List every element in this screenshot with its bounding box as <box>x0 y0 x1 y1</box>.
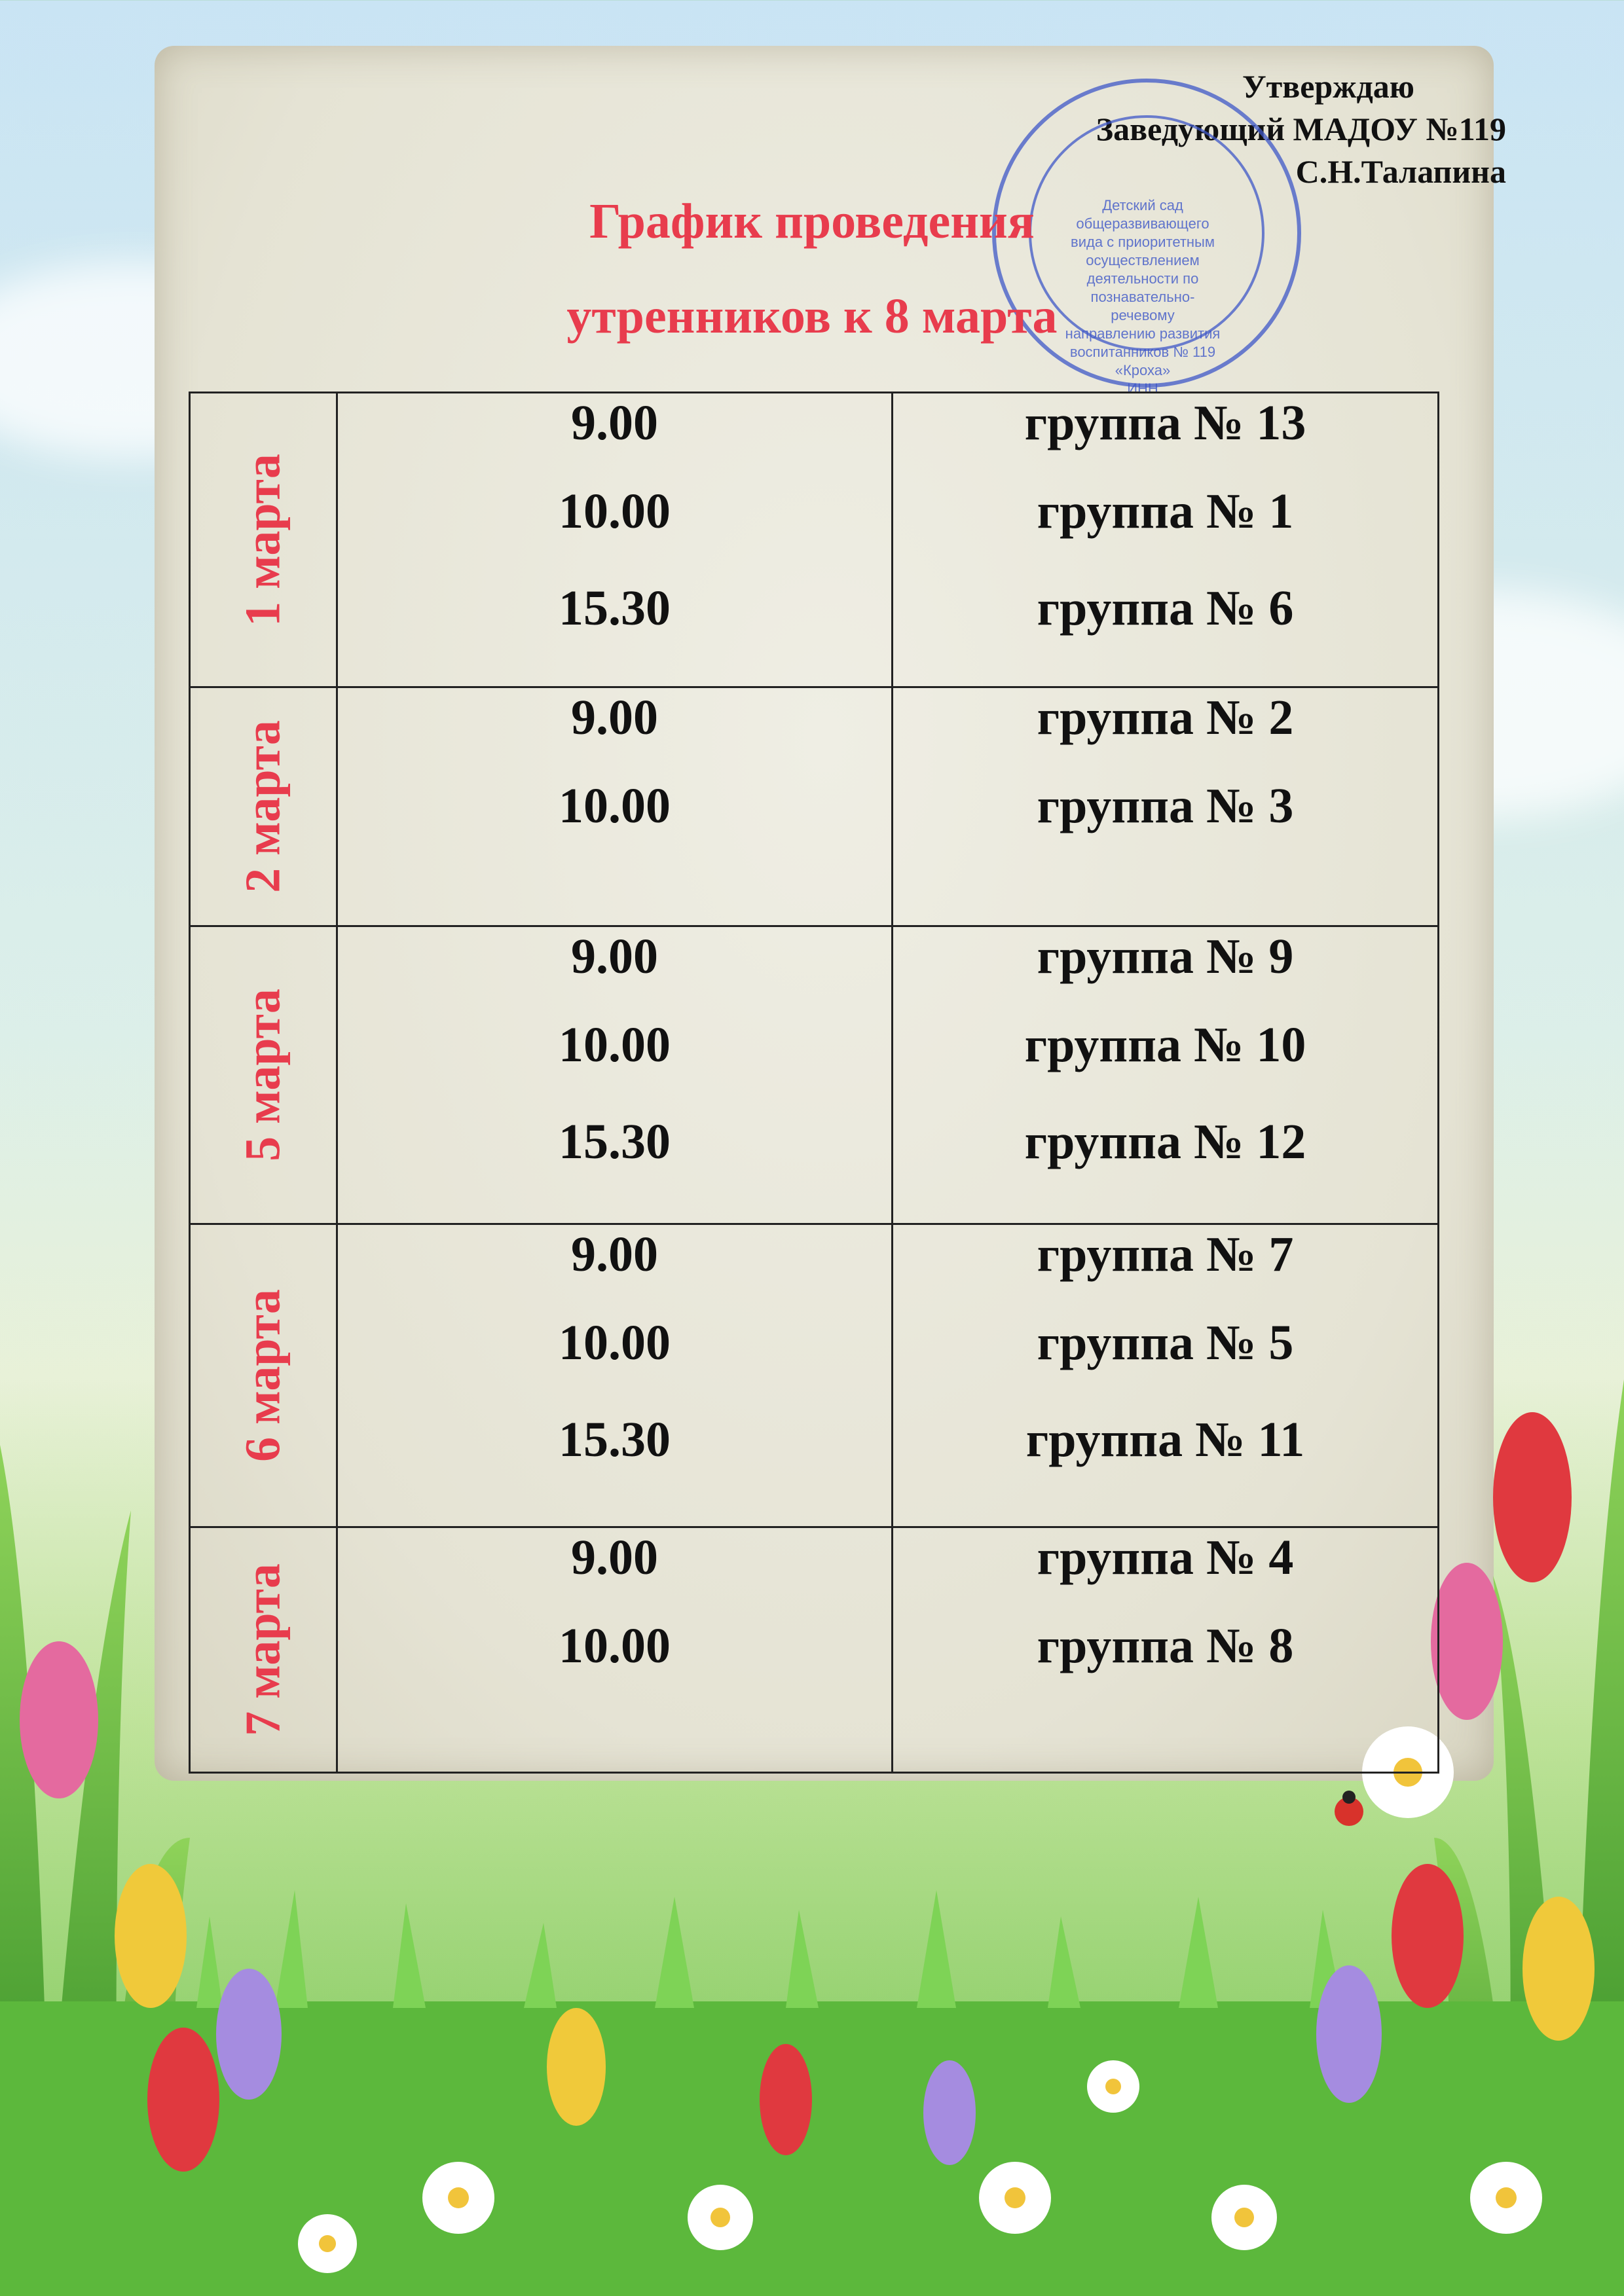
groups-cell <box>893 1527 1439 1773</box>
groups-cell <box>893 393 1439 687</box>
time-value: 15.30 <box>559 1114 671 1169</box>
group-value: группа № 8 <box>1037 1618 1294 1673</box>
date-label: 1 марта <box>235 453 291 627</box>
time-value: 10.00 <box>559 484 671 539</box>
schedule-row <box>190 1224 1439 1527</box>
date-label: 2 марта <box>235 720 291 893</box>
time-value: 9.00 <box>571 929 658 984</box>
time-value: 10.00 <box>559 1315 671 1370</box>
times-cell <box>337 1224 893 1527</box>
groups-cell <box>893 1224 1439 1527</box>
group-value: группа № 3 <box>1037 778 1294 833</box>
time-value: 10.00 <box>559 1017 671 1072</box>
group-value: группа № 10 <box>1024 1017 1306 1072</box>
date-cell <box>190 1224 337 1527</box>
date-cell <box>190 393 337 687</box>
group-value: группа № 12 <box>1024 1114 1306 1169</box>
date-label: 6 марта <box>235 1289 291 1462</box>
time-value: 9.00 <box>571 690 658 745</box>
group-value: группа № 11 <box>1025 1412 1305 1467</box>
date-cell <box>190 1527 337 1773</box>
group-value: группа № 13 <box>1024 395 1306 450</box>
times-cell <box>337 687 893 926</box>
groups-cell <box>893 926 1439 1224</box>
group-value: группа № 9 <box>1037 929 1294 984</box>
time-value: 10.00 <box>559 1618 671 1673</box>
time-value: 9.00 <box>571 1227 658 1282</box>
times-cell <box>337 1527 893 1773</box>
approval-line-2: Заведующий МАДОУ №119 <box>1096 111 1506 147</box>
time-value: 9.00 <box>571 395 658 450</box>
group-value: группа № 4 <box>1037 1530 1294 1585</box>
date-cell <box>190 687 337 926</box>
date-label: 7 марта <box>235 1563 291 1736</box>
schedule-row <box>190 926 1439 1224</box>
time-value: 15.30 <box>559 581 671 636</box>
group-value: группа № 2 <box>1037 690 1294 745</box>
group-value: группа № 7 <box>1037 1227 1294 1282</box>
schedule-table-body <box>190 393 1439 1773</box>
time-value: 9.00 <box>571 1530 658 1585</box>
schedule-row <box>190 1527 1439 1773</box>
group-value: группа № 5 <box>1037 1315 1294 1370</box>
stamp-inn: ИНН <box>1127 380 1158 397</box>
page-title-line-2: утренников к 8 марта <box>566 289 1058 344</box>
approval-line-1: Утверждаю <box>1242 68 1414 105</box>
schedule-row <box>190 687 1439 926</box>
date-label: 5 марта <box>235 989 291 1161</box>
groups-cell <box>893 687 1439 926</box>
time-value: 15.30 <box>559 1412 671 1467</box>
schedule-row <box>190 393 1439 687</box>
times-cell <box>337 926 893 1224</box>
stamp-text-body: Детский сад общеразвивающего вида с приоритетным осуществлением деятельности по познавательно-речевому направлению развития воспитанников № 119 «Кроха» <box>1065 197 1221 378</box>
date-cell <box>190 926 337 1224</box>
time-value: 10.00 <box>559 778 671 833</box>
times-cell <box>337 393 893 687</box>
group-value: группа № 1 <box>1037 484 1294 539</box>
schedule-table <box>189 392 1439 1774</box>
page-title-line-1: График проведения <box>589 194 1035 249</box>
group-value: группа № 6 <box>1037 581 1294 636</box>
approval-line-3: С.Н.Талапина <box>1295 153 1506 190</box>
